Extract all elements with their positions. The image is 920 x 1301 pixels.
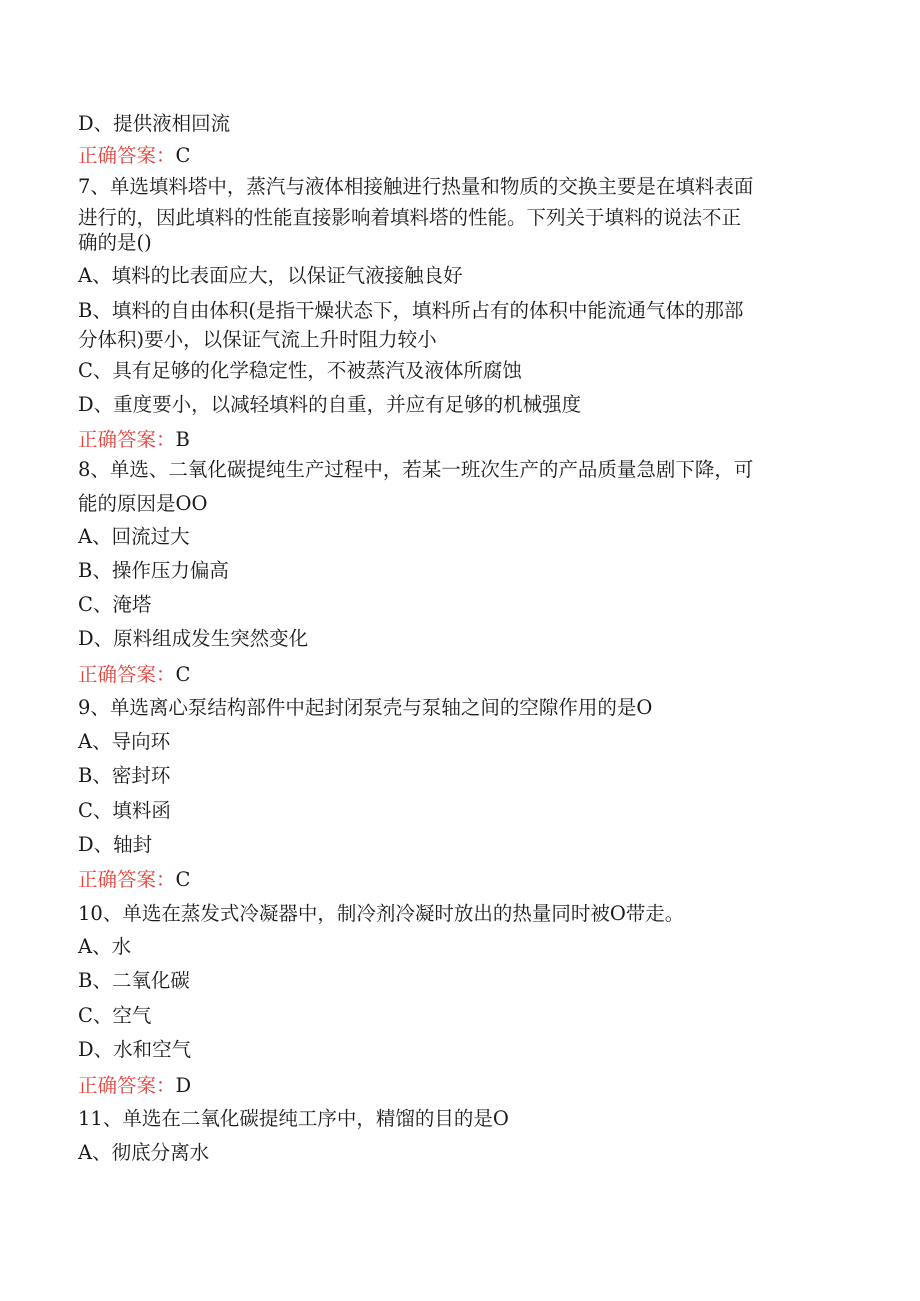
answer-label: 正确答案： xyxy=(78,868,176,891)
option-line: D、水和空气 xyxy=(78,1038,192,1061)
question-line: 11、单选在二氧化碳提纯工序中，精馏的目的是O xyxy=(78,1107,509,1130)
answer-value: C xyxy=(175,868,191,891)
answer-value: D xyxy=(175,1074,192,1097)
answer-value: C xyxy=(175,663,191,686)
option-line: A、导向环 xyxy=(78,730,171,753)
option-line: A、水 xyxy=(78,935,132,958)
question-line: 7、单选填料塔中，蒸汽与液体相接触进行热量和物质的交换主要是在填料表面 xyxy=(78,175,754,198)
option-line: 分体积)要小，以保证气流上升时阻力较小 xyxy=(78,328,437,351)
option-line: C、空气 xyxy=(78,1004,152,1027)
option-line: A、彻底分离水 xyxy=(78,1141,210,1164)
answer-line xyxy=(78,425,190,455)
question-line: 能的原因是OO xyxy=(78,492,208,515)
answer-label: 正确答案： xyxy=(78,1074,176,1097)
option-line: B、填料的自由体积(是指干燥状态下，填料所占有的体积中能流通气体的那部 xyxy=(78,299,744,322)
question-line: 10、单选在蒸发式冷凝器中，制冷剂冷凝时放出的热量同时被O带走。 xyxy=(78,902,685,925)
answer-line xyxy=(78,1071,191,1101)
answer-label: 正确答案： xyxy=(78,663,176,686)
question-line: 确的是() xyxy=(78,231,152,254)
option-line: C、淹塔 xyxy=(78,593,152,616)
option-line: D、原料组成发生突然变化 xyxy=(78,627,309,650)
option-line: B、密封环 xyxy=(78,764,171,787)
question-line: 9、单选离心泵结构部件中起封闭泵壳与泵轴之间的空隙作用的是O xyxy=(78,696,653,719)
answer-value: C xyxy=(175,144,191,167)
question-line: 进行的，因此填料的性能直接影响着填料塔的性能。下列关于填料的说法不正 xyxy=(78,206,742,229)
answer-label: 正确答案： xyxy=(78,144,176,167)
option-line: A、回流过大 xyxy=(78,525,190,548)
question-line: 8、单选、二氧化碳提纯生产过程中，若某一班次生产的产品质量急剧下降，可 xyxy=(78,458,754,481)
answer-value: B xyxy=(175,428,190,451)
option-line: A、填料的比表面应大，以保证气液接触良好 xyxy=(78,264,463,287)
option-line: D、轴封 xyxy=(78,833,153,856)
option-line: D、提供液相回流 xyxy=(78,112,231,135)
option-line: B、操作压力偏高 xyxy=(78,559,229,582)
answer-label: 正确答案： xyxy=(78,428,176,451)
option-line: C、具有足够的化学稳定性，不被蒸汽及液体所腐蚀 xyxy=(78,359,522,382)
answer-line xyxy=(78,660,190,690)
answer-line xyxy=(78,141,190,171)
answer-line xyxy=(78,865,190,895)
option-line: B、二氧化碳 xyxy=(78,969,190,992)
option-line: C、填料函 xyxy=(78,799,171,822)
option-line: D、重度要小，以减轻填料的自重，并应有足够的机械强度 xyxy=(78,393,582,416)
